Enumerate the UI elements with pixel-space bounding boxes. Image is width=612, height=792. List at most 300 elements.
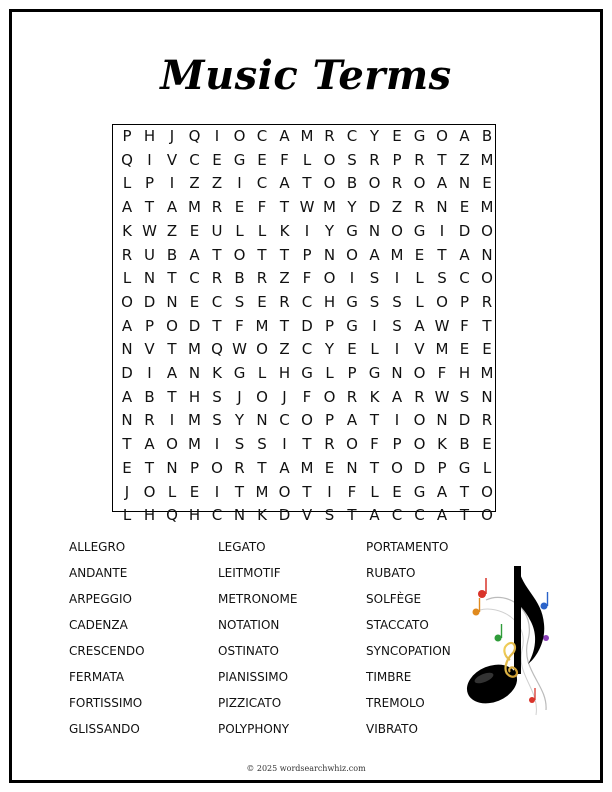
grid-letter: O: [211, 458, 223, 477]
grid-letter: A: [166, 198, 178, 217]
grid-letter: T: [279, 198, 290, 217]
grid-letter: F: [235, 316, 244, 335]
grid-letter: M: [188, 435, 201, 454]
grid-letter: P: [144, 174, 155, 193]
grid-row: [113, 149, 497, 173]
grid-letter: T: [459, 482, 470, 501]
grid-letter: A: [189, 245, 200, 264]
grid-letter: O: [233, 127, 246, 145]
grid-letter: I: [394, 340, 400, 359]
grid-letter: E: [189, 482, 200, 501]
grid-letter: E: [414, 245, 425, 264]
grid-letter: Q: [188, 127, 201, 145]
grid-letter: M: [188, 198, 201, 217]
word-list-item: TIMBRE: [366, 670, 412, 684]
word-list-item: SOLFÈGE: [366, 592, 422, 606]
grid-letter: E: [324, 458, 335, 477]
grid-letter: U: [211, 221, 223, 240]
grid-letter: N: [256, 411, 268, 430]
grid-letter: N: [121, 411, 133, 430]
grid-letter: M: [188, 340, 201, 359]
grid-row: [113, 125, 497, 149]
grid-letter: K: [212, 364, 222, 382]
grid-letter: H: [188, 387, 201, 406]
grid-letter: I: [147, 364, 152, 382]
grid-letter: T: [212, 316, 222, 335]
grid-letter: R: [211, 269, 223, 288]
grid-letter: S: [347, 150, 357, 169]
grid-letter: N: [346, 458, 358, 477]
grid-letter: C: [391, 506, 403, 525]
grid-letter: G: [458, 458, 471, 477]
grid-letter: T: [257, 245, 267, 264]
grid-letter: Z: [279, 269, 290, 288]
grid-letter: B: [459, 435, 470, 454]
grid-letter: B: [234, 269, 245, 288]
grid-letter: A: [436, 174, 448, 193]
grid-letter: E: [189, 292, 200, 311]
grid-letter: E: [122, 458, 132, 477]
grid-letter: W: [434, 387, 450, 406]
grid-letter: F: [370, 435, 379, 454]
grid-letter: A: [121, 387, 133, 406]
grid-letter: E: [459, 198, 470, 217]
grid-letter: C: [459, 269, 470, 288]
grid-letter: E: [482, 174, 492, 193]
grid-letter: T: [302, 174, 312, 193]
grid-row: [113, 409, 497, 433]
grid-row: [113, 338, 497, 362]
grid-letter: O: [256, 387, 268, 406]
grid-letter: D: [121, 364, 133, 382]
grid-letter: S: [212, 387, 222, 406]
copyright-footer: © 2025 wordsearchwhiz.com: [246, 764, 366, 773]
grid-letter: J: [237, 387, 242, 406]
grid-letter: W: [434, 316, 450, 335]
grid-letter: O: [143, 482, 156, 501]
grid-letter: I: [439, 221, 445, 240]
grid-letter: D: [143, 292, 156, 311]
grid-row: [113, 386, 497, 410]
grid-letter: N: [368, 221, 381, 240]
grid-letter: P: [459, 292, 470, 311]
grid-letter: G: [346, 316, 358, 335]
grid-letter: F: [257, 198, 267, 217]
grid-letter: C: [346, 127, 358, 145]
grid-letter: S: [392, 292, 402, 311]
grid-letter: F: [437, 364, 447, 382]
grid-letter: I: [214, 482, 220, 501]
grid-letter: M: [323, 198, 336, 217]
grid-row: [113, 481, 497, 505]
grid-letter: M: [390, 245, 404, 264]
grid-letter: G: [233, 364, 246, 382]
grid-letter: O: [368, 174, 381, 193]
grid-letter: P: [437, 458, 447, 477]
word-list-item: SYNCOPATION: [366, 644, 451, 658]
grid-letter: A: [369, 506, 380, 525]
grid-letter: H: [143, 506, 156, 525]
word-list-item: PORTAMENTO: [366, 540, 449, 554]
grid-letter: C: [301, 340, 313, 359]
grid-letter: C: [279, 411, 290, 430]
music-note-clip-art-icon: [458, 560, 558, 720]
grid-letter: J: [282, 387, 287, 406]
grid-letter: T: [212, 245, 222, 264]
grid-letter: N: [458, 174, 471, 193]
word-list-item: GLISSANDO: [69, 722, 140, 736]
grid-letter: K: [279, 221, 290, 240]
grid-letter: O: [278, 482, 291, 501]
grid-letter: C: [189, 269, 200, 288]
grid-letter: S: [212, 411, 222, 430]
grid-letter: W: [142, 221, 157, 240]
grid-letter: M: [300, 458, 314, 477]
grid-letter: R: [324, 127, 335, 145]
grid-letter: K: [437, 435, 447, 454]
grid-row: [113, 220, 497, 244]
grid-letter: O: [391, 221, 403, 240]
grid-letter: A: [436, 506, 448, 525]
grid-letter: V: [414, 340, 425, 359]
grid-letter: F: [302, 387, 312, 406]
grid-letter: V: [144, 340, 155, 359]
grid-letter: L: [415, 292, 424, 311]
grid-letter: T: [279, 316, 290, 335]
grid-letter: A: [279, 458, 290, 477]
grid-letter: V: [166, 150, 178, 169]
grid-letter: Z: [211, 174, 223, 193]
grid-letter: E: [482, 340, 492, 359]
grid-letter: E: [392, 127, 402, 145]
word-list-item: NOTATION: [218, 618, 280, 632]
grid-letter: L: [122, 174, 132, 193]
grid-letter: G: [368, 364, 381, 382]
grid-letter: C: [414, 506, 425, 525]
grid-letter: B: [346, 174, 358, 193]
grid-letter: O: [121, 292, 133, 311]
word-list-item: LEGATO: [218, 540, 266, 554]
grid-row: [113, 291, 497, 315]
grid-row: [113, 315, 497, 339]
grid-letter: D: [368, 198, 381, 217]
grid-letter: T: [234, 482, 245, 501]
grid-letter: A: [166, 364, 178, 382]
grid-letter: I: [394, 269, 400, 288]
grid-letter: T: [167, 269, 177, 288]
grid-letter: E: [347, 340, 357, 359]
grid-letter: P: [144, 316, 155, 335]
grid-letter: G: [346, 292, 358, 311]
grid-letter: O: [481, 506, 493, 525]
grid-letter: L: [122, 506, 132, 525]
grid-letter: K: [369, 387, 380, 406]
grid-letter: F: [460, 316, 469, 335]
grid-letter: L: [257, 364, 267, 382]
word-list-item: ALLEGRO: [69, 540, 126, 554]
grid-letter: O: [323, 174, 336, 193]
grid-letter: H: [188, 506, 201, 525]
grid-letter: O: [436, 127, 448, 145]
grid-letter: G: [413, 127, 426, 145]
grid-letter: T: [167, 387, 177, 406]
grid-letter: K: [257, 506, 267, 525]
grid-letter: R: [414, 387, 425, 406]
grid-letter: L: [325, 364, 334, 382]
grid-letter: B: [144, 387, 155, 406]
grid-letter: A: [144, 435, 155, 454]
grid-letter: Y: [369, 127, 380, 145]
grid-letter: T: [144, 198, 155, 217]
word-list-item: CADENZA: [69, 618, 128, 632]
grid-letter: O: [413, 435, 426, 454]
grid-row: [113, 433, 497, 457]
grid-letter: A: [391, 387, 403, 406]
grid-letter: G: [413, 221, 426, 240]
grid-letter: R: [391, 174, 403, 193]
grid-letter: Y: [324, 340, 335, 359]
word-list-item: OSTINATO: [218, 644, 279, 658]
grid-letter: G: [301, 364, 313, 382]
grid-letter: M: [188, 411, 201, 430]
grid-letter: I: [304, 221, 310, 240]
grid-letter: D: [458, 411, 471, 430]
grid-letter: O: [413, 174, 426, 193]
grid-letter: T: [369, 411, 380, 430]
grid-letter: F: [280, 150, 289, 169]
grid-letter: F: [347, 482, 357, 501]
grid-letter: W: [232, 340, 247, 359]
grid-letter: D: [188, 316, 201, 335]
grid-letter: Q: [211, 340, 223, 359]
grid-letter: Y: [234, 411, 245, 430]
grid-letter: N: [436, 411, 448, 430]
word-list-item: ANDANTE: [69, 566, 128, 580]
grid-letter: A: [436, 482, 448, 501]
grid-letter: S: [369, 269, 380, 288]
grid-letter: H: [458, 364, 471, 382]
grid-letter: C: [301, 292, 313, 311]
word-search-grid: [112, 124, 496, 525]
grid-letter: Z: [189, 174, 200, 193]
grid-letter: A: [121, 198, 133, 217]
grid-letter: S: [369, 292, 380, 311]
grid-letter: R: [346, 387, 358, 406]
grid-letter: O: [323, 150, 336, 169]
grid-letter: O: [413, 364, 426, 382]
grid-letter: R: [211, 198, 223, 217]
grid-letter: P: [189, 458, 200, 477]
grid-letter: R: [414, 198, 425, 217]
grid-letter: S: [392, 316, 402, 335]
grid-letter: L: [122, 269, 132, 288]
grid-letter: M: [435, 340, 449, 359]
grid-letter: O: [346, 435, 358, 454]
grid-letter: B: [166, 245, 178, 264]
grid-letter: N: [143, 269, 156, 288]
grid-letter: L: [370, 340, 379, 359]
grid-letter: E: [234, 198, 245, 217]
grid-letter: L: [482, 458, 492, 477]
grid-letter: T: [257, 458, 267, 477]
grid-row: [113, 457, 497, 481]
word-list-item: ARPEGGIO: [69, 592, 132, 606]
grid-letter: D: [278, 506, 291, 525]
grid-letter: G: [346, 221, 358, 240]
grid-letter: S: [459, 387, 470, 406]
grid-letter: P: [324, 316, 335, 335]
grid-letter: H: [323, 292, 336, 311]
grid-letter: P: [122, 127, 132, 145]
grid-letter: D: [458, 221, 471, 240]
grid-letter: O: [166, 435, 178, 454]
grid-letter: I: [214, 127, 220, 145]
grid-letter: T: [279, 245, 290, 264]
grid-letter: T: [302, 482, 312, 501]
grid-letter: C: [256, 174, 268, 193]
grid-letter: O: [481, 269, 493, 288]
grid-letter: R: [121, 245, 133, 264]
grid-letter: T: [482, 316, 492, 335]
word-list-item: POLYPHONY: [218, 722, 290, 736]
grid-letter: H: [143, 127, 156, 145]
grid-letter: I: [214, 435, 220, 454]
grid-letter: I: [282, 435, 287, 454]
grid-letter: S: [234, 292, 245, 311]
grid-letter: N: [166, 292, 178, 311]
grid-letter: Y: [324, 221, 335, 240]
grid-letter: G: [413, 482, 426, 501]
grid-letter: Z: [391, 198, 403, 217]
note-stem: [514, 566, 521, 674]
grid-letter: N: [166, 458, 178, 477]
grid-letter: R: [369, 150, 380, 169]
grid-letter: M: [255, 316, 269, 335]
grid-letter: J: [169, 127, 175, 145]
grid-letter: R: [481, 411, 493, 430]
word-list-item: FORTISSIMO: [69, 696, 143, 710]
grid-letter: G: [233, 150, 246, 169]
grid-letter: P: [324, 411, 335, 430]
grid-letter: Q: [121, 150, 133, 169]
grid-letter: R: [144, 411, 155, 430]
word-list-item: RUBATO: [366, 566, 416, 580]
grid-letter: C: [211, 506, 223, 525]
grid-letter: T: [437, 245, 447, 264]
grid-letter: I: [349, 269, 355, 288]
grid-letter: N: [436, 198, 448, 217]
grid-letter: I: [394, 411, 400, 430]
grid-letter: Y: [347, 198, 357, 217]
grid-letter: O: [391, 458, 403, 477]
grid-letter: O: [481, 482, 493, 501]
grid-letter: C: [256, 127, 268, 145]
grid-letter: E: [392, 482, 402, 501]
grid-letter: R: [481, 292, 493, 311]
grid-letter: L: [235, 221, 244, 240]
grid-letter: I: [237, 174, 242, 193]
grid-letter: K: [122, 221, 132, 240]
word-list-item: FERMATA: [69, 670, 125, 684]
grid-letter: O: [166, 316, 178, 335]
grid-letter: O: [323, 387, 336, 406]
grid-letter: P: [392, 435, 402, 454]
grid-letter: O: [481, 221, 493, 240]
grid-row: [113, 504, 497, 528]
grid-letter: W: [299, 198, 315, 217]
grid-letter: F: [302, 269, 312, 288]
grid-letter: I: [169, 411, 175, 430]
grid-letter: I: [372, 316, 377, 335]
grid-letter: T: [459, 506, 470, 525]
grid-letter: A: [121, 316, 133, 335]
grid-letter: R: [324, 435, 335, 454]
grid-letter: M: [480, 198, 494, 217]
grid-letter: E: [189, 221, 200, 240]
grid-letter: N: [481, 245, 493, 264]
grid-letter: O: [256, 340, 268, 359]
grid-letter: C: [189, 150, 200, 169]
word-list-item: PIANISSIMO: [218, 670, 289, 684]
grid-letter: O: [413, 411, 426, 430]
word-list-item: VIBRATO: [366, 722, 418, 736]
grid-letter: T: [122, 435, 132, 454]
word-list-item: METRONOME: [218, 592, 298, 606]
grid-letter: S: [234, 435, 245, 454]
grid-letter: A: [279, 127, 290, 145]
grid-letter: V: [301, 506, 313, 525]
grid-letter: R: [256, 269, 268, 288]
grid-letter: L: [302, 150, 312, 169]
grid-letter: O: [323, 269, 336, 288]
grid-letter: I: [147, 150, 152, 169]
note-head: [461, 658, 523, 711]
grid-letter: C: [211, 292, 223, 311]
page-title: Music Terms: [160, 52, 452, 99]
grid-letter: T: [144, 458, 155, 477]
grid-letter: L: [257, 221, 267, 240]
grid-letter: E: [257, 292, 267, 311]
grid-row: [113, 362, 497, 386]
grid-row: [113, 196, 497, 220]
grid-letter: I: [327, 482, 332, 501]
grid-letter: P: [302, 245, 312, 264]
word-list-item: STACCATO: [366, 618, 429, 632]
grid-letter: A: [346, 411, 358, 430]
grid-row: [113, 244, 497, 268]
grid-letter: T: [167, 340, 177, 359]
grid-letter: A: [369, 245, 380, 264]
grid-letter: T: [347, 506, 357, 525]
grid-letter: Q: [166, 506, 178, 525]
word-list-item: CRESCENDO: [69, 644, 145, 658]
grid-letter: A: [279, 174, 290, 193]
grid-letter: M: [480, 364, 494, 382]
grid-letter: R: [414, 150, 425, 169]
grid-letter: M: [255, 482, 269, 501]
grid-letter: H: [278, 364, 291, 382]
grid-letter: P: [347, 364, 357, 382]
grid-row: [113, 267, 497, 291]
grid-row: [113, 172, 497, 196]
grid-letter: N: [233, 506, 246, 525]
grid-letter: D: [413, 458, 426, 477]
grid-letter: N: [188, 364, 201, 382]
grid-letter: A: [459, 245, 470, 264]
word-list-item: TREMOLO: [366, 696, 425, 710]
grid-letter: O: [346, 245, 358, 264]
grid-letter: M: [300, 127, 314, 145]
